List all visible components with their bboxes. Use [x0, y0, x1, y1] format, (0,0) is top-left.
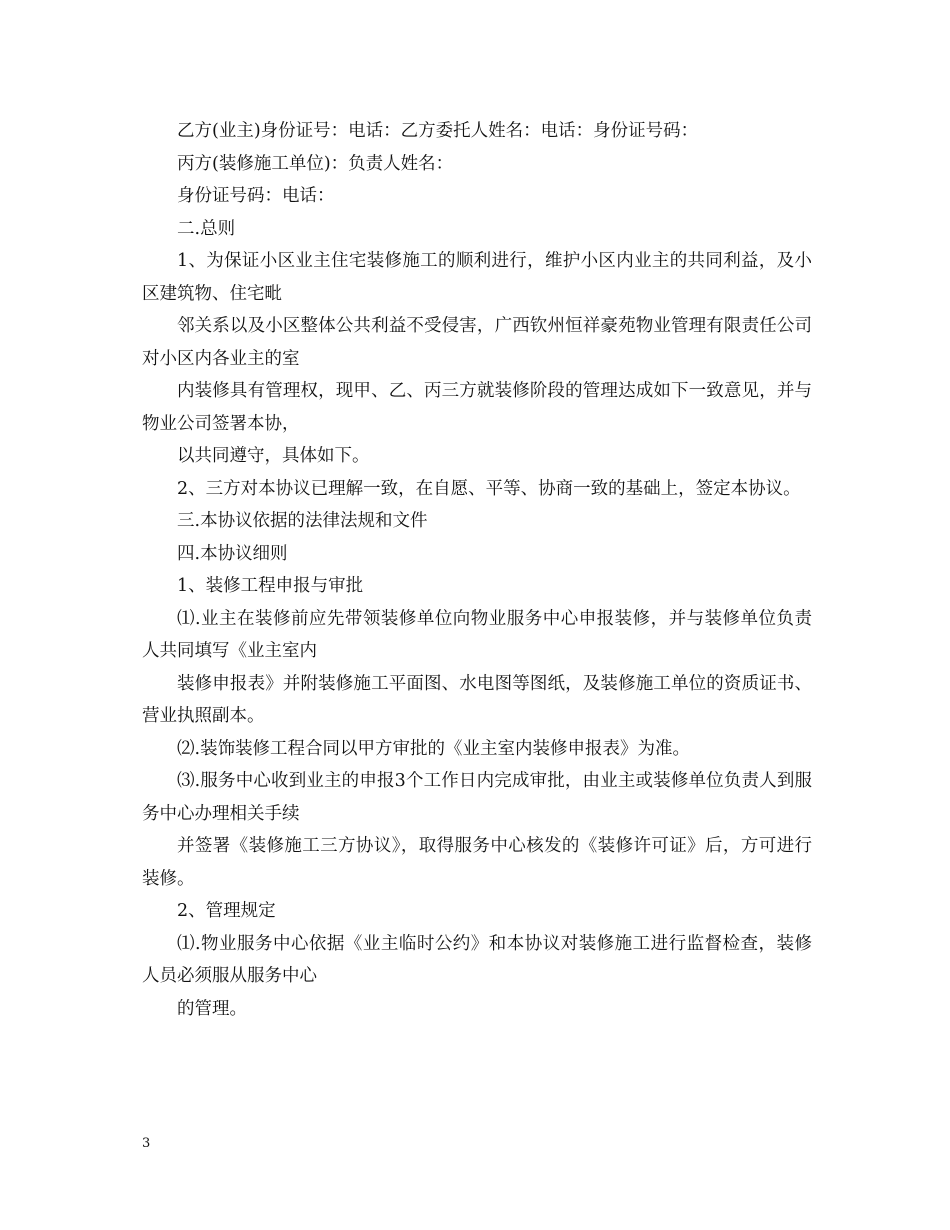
paragraph-general-1-cont: 邻关系以及小区整体公共利益不受侵害，广西钦州恒祥豪苑物业管理有限责任公司对小区内各业主的室 — [142, 316, 812, 369]
paragraph-general-1-cont-2: 内装修具有管理权，现甲、乙、丙三方就装修阶段的管理达成如下一致意见，并与物业公司签署本协， — [142, 381, 812, 434]
paragraph-party-c: 丙方(装修施工单位)：负责人姓名： — [177, 153, 454, 174]
page-number: 3 — [142, 1136, 151, 1151]
subheading-management-rules: 2、管理规定 — [177, 901, 276, 921]
paragraph-general-1: 1、为保证小区业主住宅装修施工的顺利进行，维护小区内业主的共同利益，及小区建筑物、住宅毗 — [142, 251, 812, 304]
subheading-application-approval: 1、装修工程申报与审批 — [177, 576, 364, 596]
section-heading-laws: 三.本协议依据的法律法规和文件 — [177, 511, 428, 531]
paragraph-general-1-cont-3: 以共同遵守，具体如下。 — [177, 446, 370, 466]
paragraph-rule-1-1-cont: 装修申报表》并附装修施工平面图、水电图等图纸，及装修施工单位的资质证书、营业执照副本。 — [142, 673, 812, 726]
paragraph-party-b: 乙方(业主)身份证号：电话：乙方委托人姓名：电话：身份证号码： — [177, 121, 699, 141]
paragraph-rule-2-1-cont: 的管理。 — [177, 998, 247, 1019]
paragraph-rule-1-3-cont: 并签署《装修施工三方协议》，取得服务中心核发的《装修许可证》后，方可进行装修。 — [142, 836, 812, 889]
paragraph-rule-1-3: ⑶.服务中心收到业主的申报3个工作日内完成审批，由业主或装修单位负责人到服务中心办理相关手续 — [142, 771, 812, 824]
document-body — [142, 115, 812, 1025]
paragraph-id-phone: 身份证号码：电话： — [177, 186, 335, 206]
section-heading-rules: 四.本协议细则 — [177, 543, 288, 564]
paragraph-rule-1-2: ⑵.装饰装修工程合同以甲方审批的《业主室内装修申报表》为准。 — [177, 738, 691, 759]
section-heading-general: 二.总则 — [177, 218, 236, 239]
paragraph-general-2: 2、三方对本协议已理解一致，在自愿、平等、协商一致的基础上，签定本协议。 — [177, 478, 801, 499]
paragraph-rule-2-1: ⑴.物业服务中心依据《业主临时公约》和本协议对装修施工进行监督检查，装修人员必须服从服务中心 — [142, 933, 812, 986]
paragraph-rule-1-1: ⑴.业主在装修前应先带领装修单位向物业服务中心申报装修，并与装修单位负责人共同填写《业主室内 — [142, 608, 812, 661]
